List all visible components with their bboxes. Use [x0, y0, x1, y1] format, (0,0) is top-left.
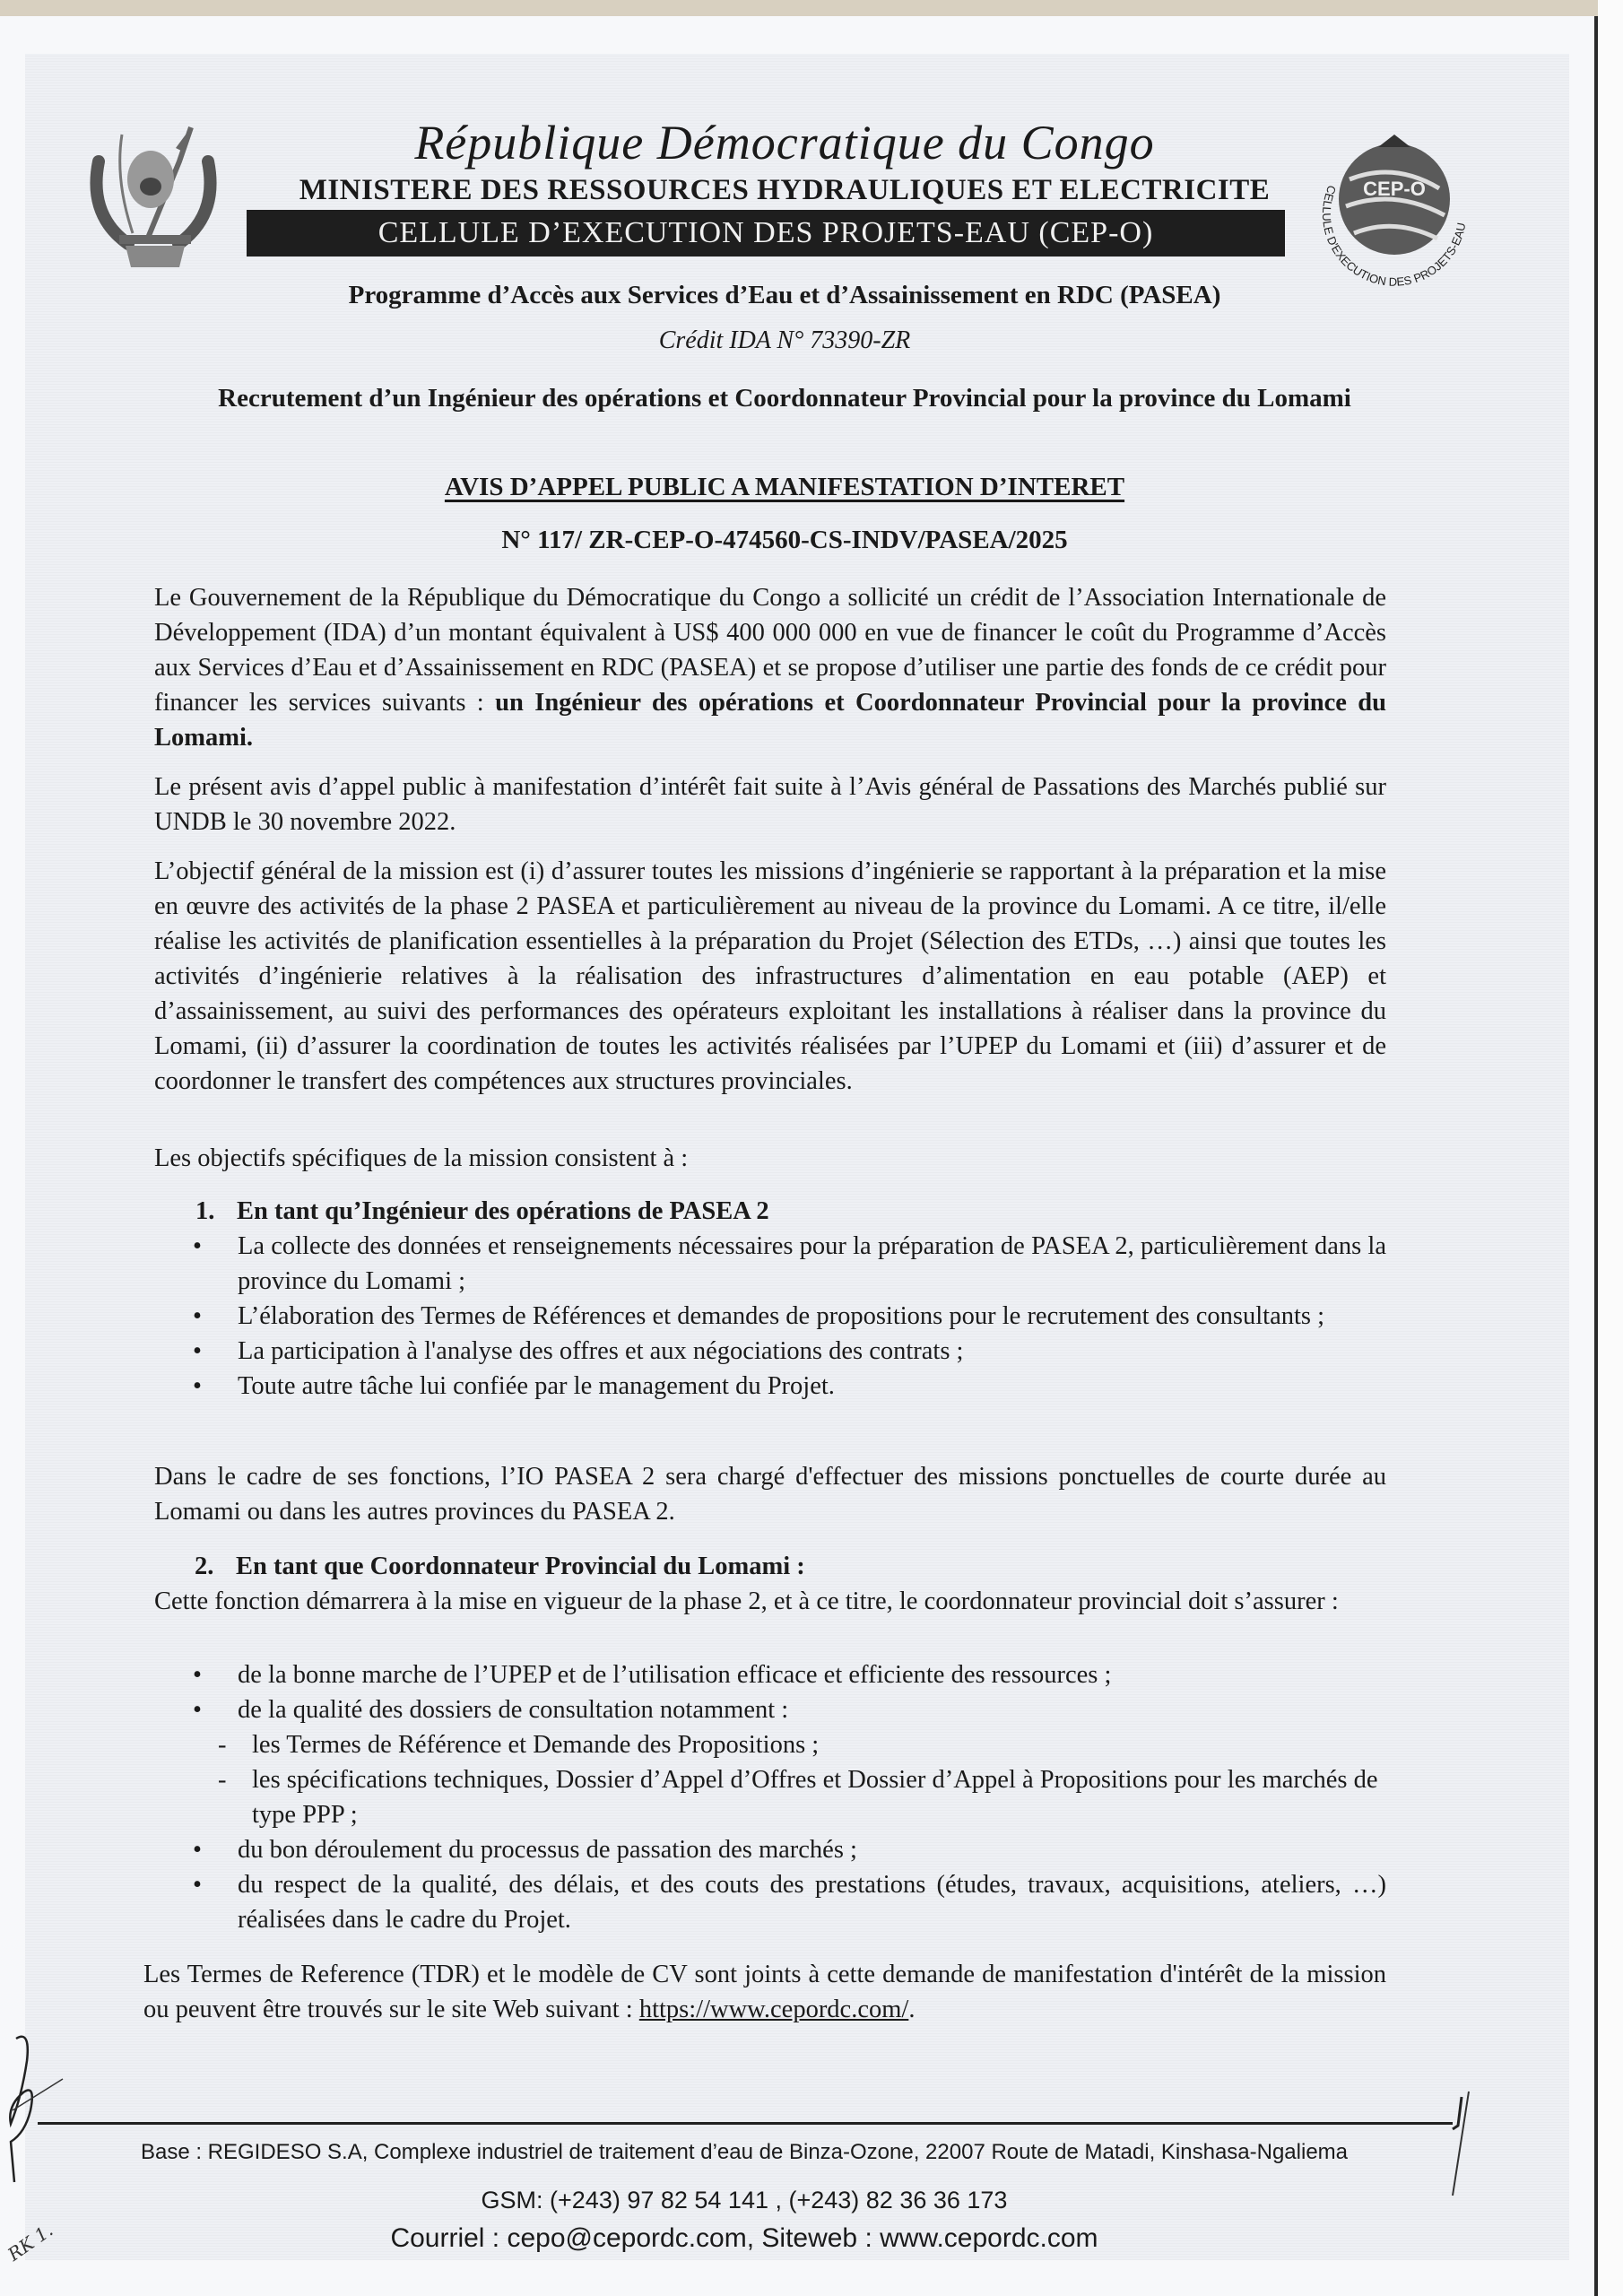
list-item: • de la qualité des dossiers de consultation notamment :: [193, 1692, 1386, 1727]
notice-heading-text: AVIS D’APPEL PUBLIC A MANIFESTATION D’INTERET: [444, 473, 1125, 501]
section-1-list: [193, 1229, 1386, 1404]
paragraph-specific-objectives: [154, 1141, 1386, 1176]
section-2-heading: [195, 1549, 805, 1584]
section-1-number: 1.: [195, 1197, 215, 1225]
scan-right-edge: [1594, 16, 1598, 2296]
footer-contact: Courriel : cepo@cepordc.com, Siteweb : www.cepordc.com: [390, 2223, 1098, 2253]
bullet-icon: •: [193, 1871, 202, 1899]
svg-text:CEP-O: CEP-O: [1363, 178, 1426, 200]
bullet-icon: •: [193, 1836, 202, 1864]
credit-number: Crédit IDA N° 73390-ZR: [658, 326, 911, 354]
notice-heading: [135, 473, 1435, 502]
sub-list-item: - les spécifications techniques, Dossier d’Appel d’Offres et Dossier d’Appel à Propositions pour les marchés de type PPP ;: [207, 1762, 1386, 1832]
programme-title: Programme d’Accès aux Services d’Eau et d’Assainissement en RDC (PASEA): [348, 281, 1221, 309]
bullet-icon: •: [193, 1232, 202, 1260]
footer-divider: [38, 2122, 1453, 2125]
list-item: • de la bonne marche de l’UPEP et de l’utilisation efficace et efficiente des ressources ;: [193, 1657, 1386, 1692]
paragraph-missions-text: Dans le cadre de ses fonctions, l’IO PASEA 2 sera chargé d'effectuer des missions ponctuelles de courte durée au Lomami ou dans les autres provinces du PASEA 2.: [154, 1463, 1386, 1526]
coat-of-arms-icon: [79, 126, 228, 271]
paragraph-reference-notice: [154, 770, 1386, 839]
scan-right-margin: [1598, 0, 1623, 2296]
section-2-list: [193, 1657, 1386, 1937]
country-name-script: République Démocratique du Congo: [414, 116, 1155, 170]
section-2-intro-text: Cette fonction démarrera à la mise en vigueur de la phase 2, et à ce titre, le coordonnateur provincial doit s’assurer :: [154, 1587, 1339, 1615]
list-item: • La participation à l'analyse des offres et aux négociations des contrats ;: [193, 1334, 1386, 1369]
paragraph-tdr: Les Termes de Reference (TDR) et le modèle de CV sont joints à cette demande de manifestation d'intérêt de la mission ou peuvent être trouvés sur le site Web suivant : https://www.cepordc.com/.: [143, 1961, 1386, 2023]
paragraph-general-objective-text: L’objectif général de la mission est (i) d’assurer toutes les missions d’ingénierie se rapportant à la préparation et la mise en œuvre des activités de la phase 2 PASEA et particulièrement au niveau de la province du Lomami. A ce titre, il/elle réalise les activités de planification essentielles à la préparation du Projet (Sélection des ETDs, …) ainsi que toutes les activités d’ingénierie relatives à la réalisation des infrastructures d’alimentation en eau potable (AEP) et d’assainissement, au suivi des performances des opérateurs exploitant les installations à réaliser dans la province du Lomami, (ii) d’assurer la coordination de toutes les activités réalisées par l’UPEP du Lomami et (iii) d’assurer et de coordonner le transfert des compétences aux structures provinciales.: [154, 857, 1386, 1095]
bullet-icon: •: [193, 1337, 202, 1365]
reference-number: N° 117/ ZR-CEP-O-474560-CS-INDV/PASEA/2025: [501, 526, 1068, 554]
sub-list-item: - les Termes de Référence et Demande des Propositions ;: [207, 1727, 1386, 1762]
list-item: • Toute autre tâche lui confiée par le management du Projet.: [193, 1369, 1386, 1404]
paragraph-tdr-text: Les Termes de Reference (TDR) et le modèle de CV sont joints à cette demande de manifestation d'intérêt de la mission ou peuvent être trouvés sur le site Web suivant :: [143, 1961, 1386, 2023]
list-item: • du respect de la qualité, des délais, et des couts des prestations (études, travaux, acquisitions, ateliers, …) réalisées dans le cadre du Projet.: [193, 1867, 1386, 1937]
dash-icon: -: [218, 1766, 227, 1794]
section-2-intro: [154, 1584, 1386, 1619]
recruitment-title: Recrutement d’un Ingénieur des opérations et Coordonnateur Provincial pour la province du Lomami: [218, 384, 1351, 413]
paragraph-funding-bold: un Ingénieur des opérations et Coordonnateur Provincial pour la province du Lomami.: [154, 689, 1386, 752]
list-item: • La collecte des données et renseignements nécessaires pour la préparation de PASEA 2, particulièrement dans la province du Lomami ;: [193, 1229, 1386, 1299]
bullet-icon: •: [193, 1661, 202, 1689]
svg-text:CELLULE D'EXECUTION DES PROJET: CELLULE D'EXECUTION DES PROJETS-EAU: [1319, 183, 1469, 289]
unit-banner: CELLULE D’EXECUTION DES PROJETS-EAU (CEP-O): [247, 210, 1285, 257]
paragraph-specific-objectives-text: Les objectifs spécifiques de la mission consistent à :: [154, 1144, 689, 1172]
list-item: • du bon déroulement du processus de passation des marchés ;: [193, 1832, 1386, 1867]
bullet-icon: •: [193, 1302, 202, 1330]
bullet-icon: •: [193, 1696, 202, 1724]
bullet-icon: •: [193, 1372, 202, 1400]
list-item: • L’élaboration des Termes de Références et demandes de propositions pour le recrutement des consultants ;: [193, 1299, 1386, 1334]
section-1-heading: [195, 1194, 769, 1229]
footer-address: Base : REGIDESO S.A, Complexe industriel de traitement d’eau de Binza-Ozone, 22007 Route de Matadi, Kinshasa-Ngaliema: [140, 2140, 1349, 2164]
ministry-name: MINISTERE DES RESSOURCES HYDRAULIQUES ET ELECTRICITE: [299, 174, 1271, 206]
paragraph-general-objective: [154, 854, 1386, 1099]
scan-top-strip: [0, 0, 1605, 16]
website-link[interactable]: https://www.cepordc.com/: [638, 1996, 909, 2023]
dash-icon: -: [218, 1731, 227, 1759]
paragraph-missions: [154, 1459, 1386, 1529]
section-2-number: 2.: [195, 1552, 214, 1580]
paragraph-funding-text: Le Gouvernement de la République du Démocratique du Congo a sollicité un crédit de l’Association Internationale de Développement (IDA) d’un montant équivalent à US$ 400 000 000 en vue de financer le coût du Programme d’Accès aux Services d’Eau et d’Assainissement en RDC (PASEA) et se propose d’utiliser une partie des fonds de ce crédit pour financer les services suivants :: [154, 584, 1386, 717]
section-2-title: En tant que Coordonnateur Provincial du Lomami :: [236, 1552, 805, 1580]
section-1-title: En tant qu’Ingénieur des opérations de PASEA 2: [237, 1197, 769, 1225]
footer-phone: GSM: (+243) 97 82 54 141 , (+243) 82 36 36 173: [481, 2187, 1008, 2213]
paragraph-funding: [154, 580, 1386, 755]
paragraph-reference-notice-text: Le présent avis d’appel public à manifestation d’intérêt fait suite à l’Avis général de Passations des Marchés publié sur UNDB le 30 novembre 2022.: [154, 773, 1386, 836]
cepo-logo-icon: [1305, 117, 1484, 296]
initials-annotation: RK 1.: [4, 2219, 57, 2266]
